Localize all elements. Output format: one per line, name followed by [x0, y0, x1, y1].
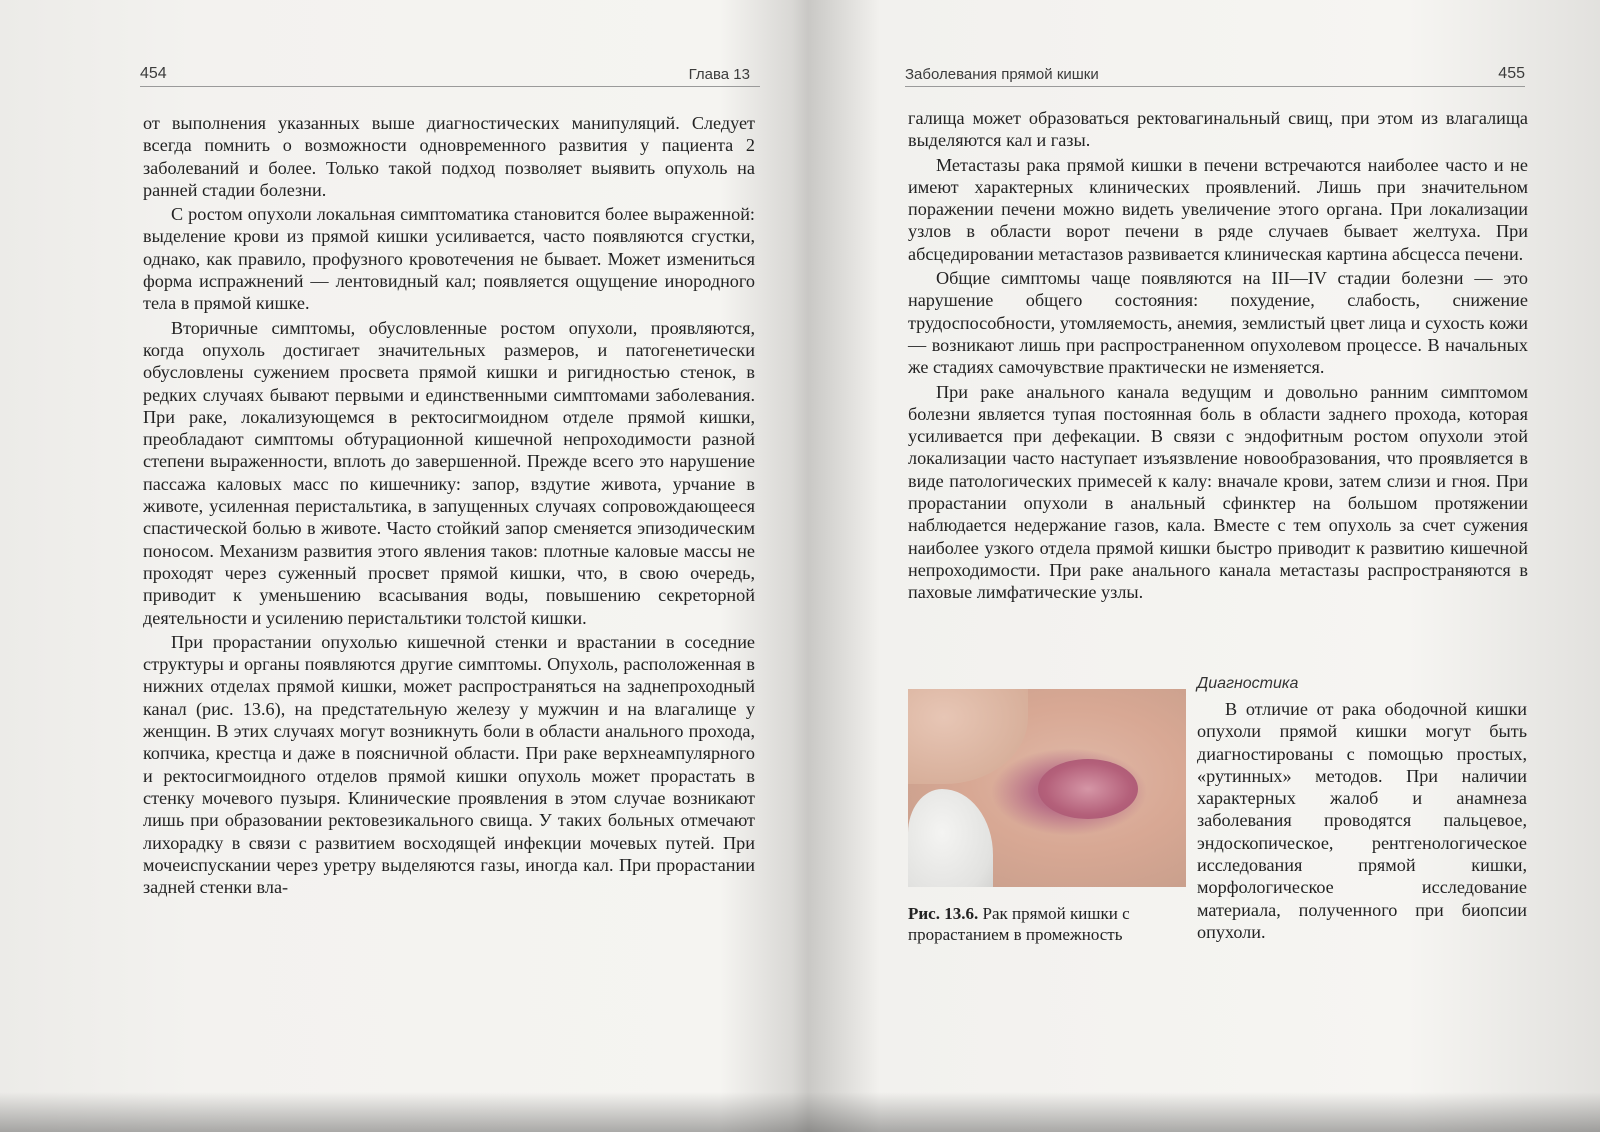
running-head: Заболевания прямой кишки	[905, 66, 1099, 83]
figure-lesion	[1038, 759, 1138, 819]
figure-photo	[908, 689, 1186, 887]
paragraph: При раке анального канала ведущим и довольно ранним симптомом болезни является тупая постоянная боль в области заднего прохода, которая усиливается при дефекации. В связи с эндофитным ростом опухоли этой локализации часто наступает изъязвление новообразования, что проявляется в виде патологических примесей к калу: вначале крови, затем слизи и гноя. При прорастании опухоли в анальный сфинктер на большом протяжении наблюдается недержание газов, кала. Вместе с тем опухоль за счет сужения наиболее узкого отдела прямой кишки быстро приводит к развитию кишечной непроходимости. При раке анального канала метастазы распространяются в паховые лимфатические узлы.	[908, 381, 1528, 603]
left-page-header	[140, 62, 760, 87]
paragraph: от выполнения указанных выше диагностических манипуляций. Следует всегда помнить о возможности одновременного развития у пациента 2 заболеваний и более. Только такой подход позволяет выявить опухоль на ранней стадии болезни.	[143, 113, 755, 200]
paragraph: В отличие от рака ободочной кишки опухоли прямой кишки могут быть диагностированы с помощью простых, «рутинных» методов. При наличии характерных жалоб и анамнеза заболевания проводятся пальцевое, эндоскопическое, рентгенологическое исследования прямой кишки, морфологическое исследование материала, полученного при биопсии опухоли.	[1197, 699, 1527, 942]
right-page-header	[905, 62, 1525, 87]
page-number: 454	[140, 65, 167, 82]
paragraph: Метастазы рака прямой кишки в печени встречаются наиболее часто и не имеют характерных клинических проявлений. Лишь при значительном поражении печени можно видеть увеличение этого органа. При локализации узлов в области ворот печени в ряде случаев бывает желтуха. При абсцедировании метастазов развивается клиническая картина абсцесса печени.	[908, 154, 1528, 264]
section-subheading: Диагностика	[1197, 675, 1299, 692]
figure-drape	[908, 789, 993, 887]
figure-caption-label: Рис. 13.6.	[908, 904, 979, 923]
paragraph: При прорастании опухолью кишечной стенки и врастании в соседние структуры и органы появляются другие симптомы. Опухоль, расположенная в нижних отделах прямой кишки, может распространяться на заднепроходный канал (рис. 13.6), на предстательную железу у мужчин и на влагалище у женщин. В этих случаях могут возникнуть боли в области анального прохода, копчика, крестца и даже в поясничной области. При раке верхнеампулярного и ректосигмоидного отделов прямой кишки опухоль может прорастать в стенку мочевого пузыря. Клинические проявления в этом случае возникают лишь при образовании ректовезикального свища. У таких больных отмечают лихорадку в связи с развитием восходящей инфекции мочевых путей. При мочеиспускании через уретру выделяются газы, иногда кал. При прорастании задней стенки вла-	[143, 631, 755, 898]
page-bottom-shadow	[0, 1092, 1600, 1132]
right-page	[800, 0, 1600, 1132]
figure-skin-area	[908, 689, 1028, 784]
running-head: Глава 13	[688, 66, 750, 83]
left-page-body	[143, 112, 755, 900]
figure-caption-text: Рак прямой кишки с прорастанием в промежность	[908, 904, 1130, 944]
figure-caption	[908, 903, 1178, 945]
paragraph: галища может образоваться ректовагинальный свищ, при этом из влагалища выделяются кал и газы.	[908, 108, 1528, 151]
right-page-body	[908, 107, 1528, 606]
right-page-side-body	[1197, 698, 1527, 945]
page-number: 455	[1498, 65, 1525, 82]
paragraph: Вторичные симптомы, обусловленные ростом опухоли, проявляются, когда опухоль достигает значительных размеров, и патогенетически обусловлены сужением просвета прямой кишки и ригидностью стенок, в редких случаях бывают первыми и единственными симптомами заболевания. При раке, локализующемся в ректосигмоидном отделе прямой кишки, преобладают симптомы обтурационной кишечной непроходимости разной степени выраженности, вплоть до завершенной. Прежде всего это нарушение пассажа каловых масс по кишечнику: запор, вздутие живота, урчание в животе, усиленная перистальтика, в запущенных случаях сопровождающееся спастической болью в животе. Часто стойкий запор сменяется эпизодическим поносом. Механизм развития этого явления таков: плотные каловые массы не проходят через суженный просвет прямой кишки, что, в свою очередь, приводит к уменьшению всасывания воды, повышению секреторной деятельности и усилению перистальтики толстой кишки.	[143, 317, 755, 628]
paragraph: С ростом опухоли локальная симптоматика становится более выраженной: выделение крови из прямой кишки усиливается, часто появляются сгустки, однако, как правило, профузного кровотечения не бывает. Может измениться форма испражнений — лентовидный кал; появляется ощущение инородного тела в прямой кишке.	[143, 204, 755, 314]
paragraph: Общие симптомы чаще появляются на III—IV стадии болезни — это нарушение общего состояния: похудение, слабость, снижение трудоспособности, утомляемость, анемия, землистый цвет лица и сухость кожи — возникают лишь при распространенном опухолевом процессе. В начальных же стадиях самочувствие практически не изменяется.	[908, 268, 1528, 378]
